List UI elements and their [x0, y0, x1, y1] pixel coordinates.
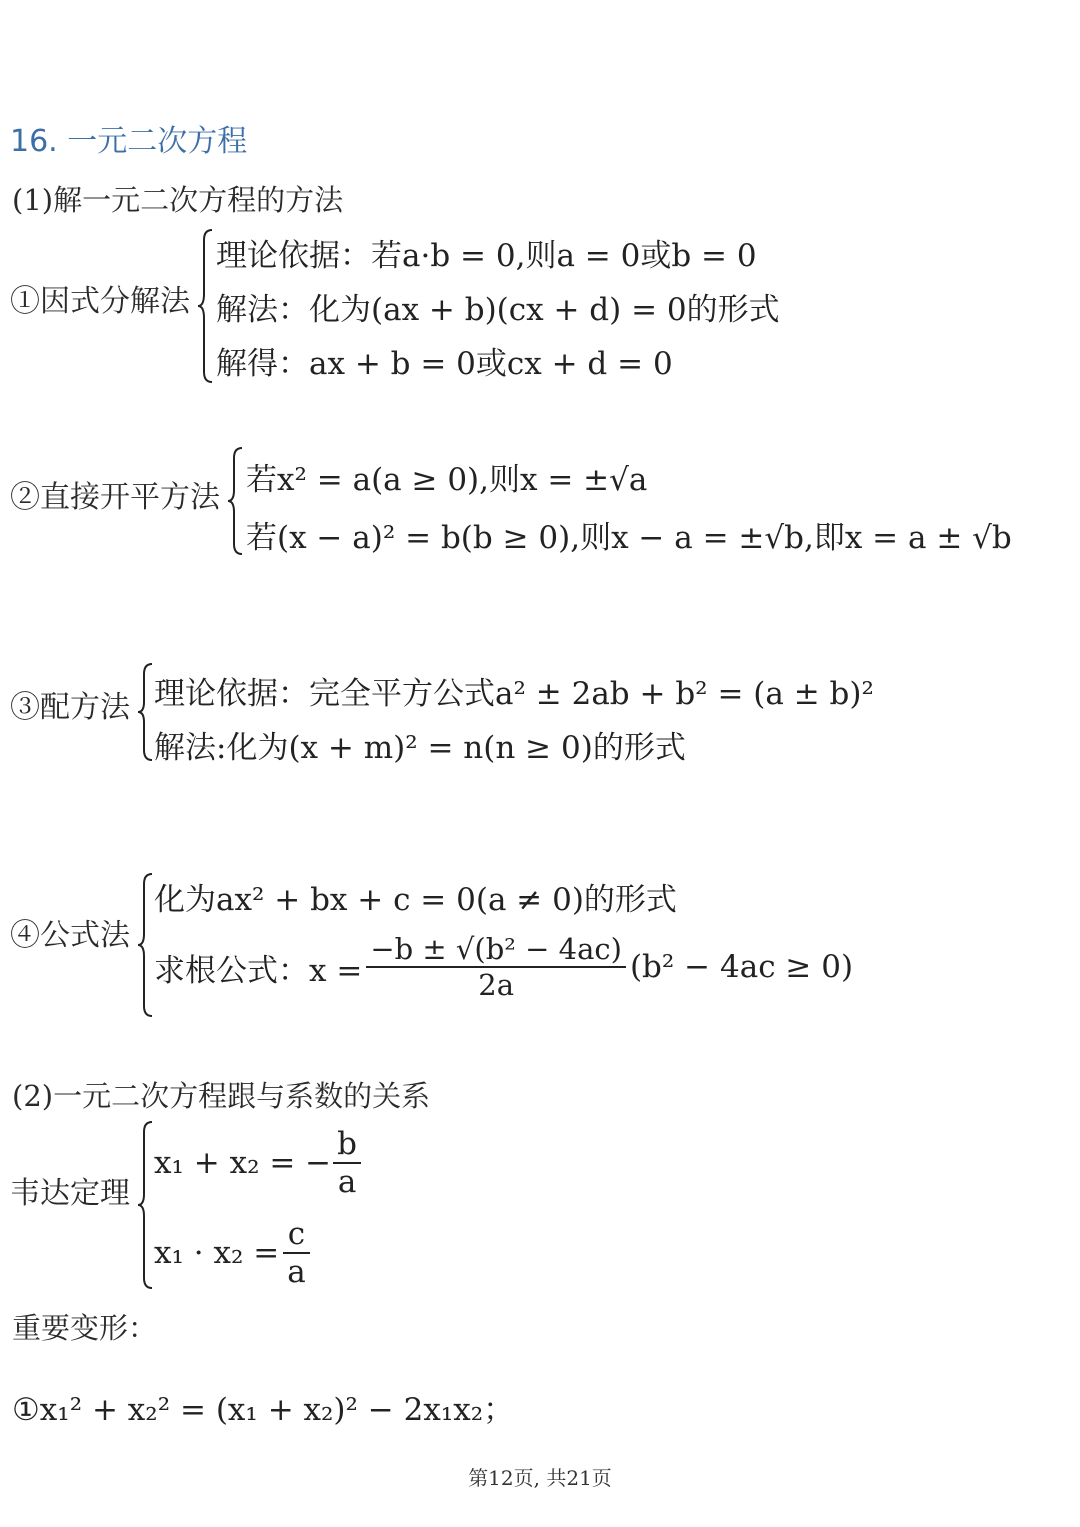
vieta-brace — [136, 1120, 156, 1290]
formula-line-2 — [154, 932, 853, 1002]
factor-line-3: 解得：ax + b = 0或cx + d = 0 — [216, 346, 673, 382]
formula-method-label: ④公式法 — [10, 918, 130, 953]
vieta-sum — [154, 1126, 365, 1200]
vieta-product-fraction — [283, 1216, 309, 1290]
section-title: 16. 一元二次方程 — [10, 124, 248, 159]
complete-line-2: 解法:化为(x + m)² = n(n ≥ 0)的形式 — [154, 730, 686, 766]
sqrt-line-2: 若(x − a)² = b(b ≥ 0),则x − a = ±√b,即x = a ± √b — [246, 520, 1012, 556]
formula-brace — [136, 872, 156, 1018]
important-heading: 重要变形： — [12, 1311, 158, 1345]
vieta-product-numerator: c — [283, 1216, 309, 1254]
sqrt-line-1: 若x² = a(a ≥ 0),则x = ±√a — [246, 462, 648, 498]
complete-line-1: 理论依据：完全平方公式a² ± 2ab + b² = (a ± b)² — [154, 676, 874, 712]
vieta-sum-denominator: a — [337, 1164, 357, 1200]
quadratic-formula-fraction — [366, 932, 626, 1002]
factor-method-label: ①因式分解法 — [10, 284, 190, 319]
sqrt-method-label: ②直接开平方法 — [10, 480, 220, 515]
formula-prefix: 求根公式：x = — [154, 952, 363, 989]
complete-square-label: ③配方法 — [10, 690, 130, 725]
part2-heading: (2)一元二次方程跟与系数的关系 — [12, 1079, 431, 1113]
formula-line-1: 化为ax² + bx + c = 0(a ≠ 0)的形式 — [154, 882, 677, 918]
formula-condition: (b² − 4ac ≥ 0) — [629, 949, 854, 985]
vieta-sum-numerator: b — [333, 1126, 361, 1164]
complete-square-brace — [136, 662, 156, 762]
vieta-label: 韦达定理 — [10, 1176, 130, 1211]
page-footer: 第12页, 共21页 — [468, 1466, 612, 1490]
vieta-product-left: x₁ · x₂ = — [154, 1235, 280, 1271]
factor-line-2: 解法：化为(ax + b)(cx + d) = 0的形式 — [216, 292, 780, 328]
vieta-product — [154, 1216, 314, 1290]
part1-heading: (1)解一元二次方程的方法 — [12, 183, 344, 217]
sqrt-brace — [226, 446, 246, 556]
formula-numerator: −b ± √(b² − 4ac) — [366, 932, 626, 968]
transform-1: ①x₁² + x₂² = (x₁ + x₂)² − 2x₁x₂； — [12, 1392, 515, 1428]
vieta-sum-left: x₁ + x₂ = − — [154, 1145, 332, 1181]
vieta-sum-fraction — [333, 1126, 361, 1200]
factor-line-1: 理论依据：若a·b = 0,则a = 0或b = 0 — [216, 238, 757, 274]
vieta-product-denominator: a — [287, 1254, 306, 1290]
factor-brace — [196, 228, 216, 384]
formula-denominator: 2a — [478, 968, 514, 1002]
